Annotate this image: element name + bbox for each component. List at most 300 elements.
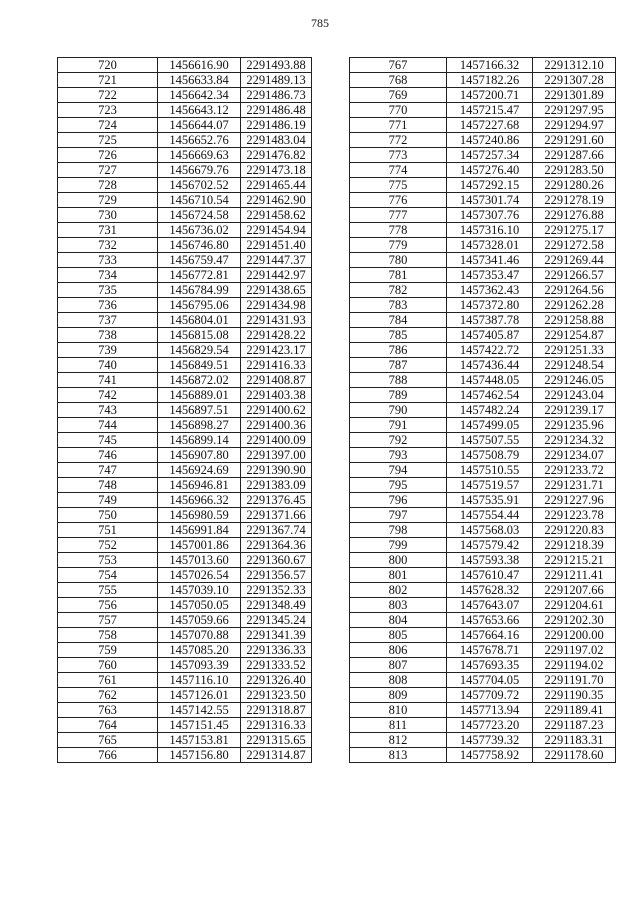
- x-coordinate-cell: 1456804.01: [158, 313, 241, 328]
- x-coordinate-cell: 1457610.47: [447, 568, 533, 583]
- point-number-cell: 782: [350, 283, 447, 298]
- y-coordinate-cell: 2291301.89: [533, 88, 616, 103]
- x-coordinate-cell: 1456907.80: [158, 448, 241, 463]
- x-coordinate-cell: 1457405.87: [447, 328, 533, 343]
- table-row: [350, 703, 616, 718]
- page-number: 785: [311, 16, 329, 30]
- point-number-cell: 772: [350, 133, 447, 148]
- x-coordinate-cell: 1457085.20: [158, 643, 241, 658]
- point-number-cell: 792: [350, 433, 447, 448]
- x-coordinate-cell: 1457362.43: [447, 283, 533, 298]
- x-coordinate-cell: 1457026.54: [158, 568, 241, 583]
- y-coordinate-cell: 2291451.40: [241, 238, 312, 253]
- x-coordinate-cell: 1457628.32: [447, 583, 533, 598]
- point-number-cell: 751: [58, 523, 158, 538]
- point-number-cell: 766: [58, 748, 158, 763]
- y-coordinate-cell: 2291204.61: [533, 598, 616, 613]
- table-row: [350, 748, 616, 763]
- y-coordinate-cell: 2291403.38: [241, 388, 312, 403]
- x-coordinate-cell: 1457678.71: [447, 643, 533, 658]
- x-coordinate-cell: 1456991.84: [158, 523, 241, 538]
- point-number-cell: 790: [350, 403, 447, 418]
- x-coordinate-cell: 1457739.32: [447, 733, 533, 748]
- y-coordinate-cell: 2291473.18: [241, 163, 312, 178]
- y-coordinate-cell: 2291215.21: [533, 553, 616, 568]
- table-row: [58, 643, 312, 658]
- y-coordinate-cell: 2291447.37: [241, 253, 312, 268]
- y-coordinate-cell: 2291333.52: [241, 658, 312, 673]
- table-row: [58, 58, 312, 73]
- point-number-cell: 799: [350, 538, 447, 553]
- table-row: [58, 433, 312, 448]
- table-row: [350, 343, 616, 358]
- y-coordinate-cell: 2291239.17: [533, 403, 616, 418]
- y-coordinate-cell: 2291294.97: [533, 118, 616, 133]
- point-number-cell: 737: [58, 313, 158, 328]
- point-number-cell: 760: [58, 658, 158, 673]
- table-row: [58, 493, 312, 508]
- point-number-cell: 739: [58, 343, 158, 358]
- point-number-cell: 758: [58, 628, 158, 643]
- x-coordinate-cell: 1456898.27: [158, 418, 241, 433]
- table-row: [350, 88, 616, 103]
- point-number-cell: 742: [58, 388, 158, 403]
- table-row: [58, 238, 312, 253]
- point-number-cell: 789: [350, 388, 447, 403]
- y-coordinate-cell: 2291187.23: [533, 718, 616, 733]
- table-row: [350, 238, 616, 253]
- x-coordinate-cell: 1457422.72: [447, 343, 533, 358]
- y-coordinate-cell: 2291276.88: [533, 208, 616, 223]
- table-row: [350, 688, 616, 703]
- table-row: [58, 658, 312, 673]
- y-coordinate-cell: 2291266.57: [533, 268, 616, 283]
- x-coordinate-cell: 1457341.46: [447, 253, 533, 268]
- x-coordinate-cell: 1457257.34: [447, 148, 533, 163]
- table-row: [350, 658, 616, 673]
- y-coordinate-cell: 2291416.33: [241, 358, 312, 373]
- y-coordinate-cell: 2291400.09: [241, 433, 312, 448]
- table-row: [58, 403, 312, 418]
- table-row: [350, 463, 616, 478]
- point-number-cell: 778: [350, 223, 447, 238]
- x-coordinate-cell: 1456897.51: [158, 403, 241, 418]
- table-row: [58, 283, 312, 298]
- x-coordinate-cell: 1456849.51: [158, 358, 241, 373]
- y-coordinate-cell: 2291489.13: [241, 73, 312, 88]
- y-coordinate-cell: 2291262.28: [533, 298, 616, 313]
- x-coordinate-cell: 1457372.80: [447, 298, 533, 313]
- point-number-cell: 731: [58, 223, 158, 238]
- y-coordinate-cell: 2291227.96: [533, 493, 616, 508]
- table-row: [58, 598, 312, 613]
- table-row: [58, 628, 312, 643]
- x-coordinate-cell: 1457227.68: [447, 118, 533, 133]
- point-number-cell: 743: [58, 403, 158, 418]
- y-coordinate-cell: 2291272.58: [533, 238, 616, 253]
- point-number-cell: 777: [350, 208, 447, 223]
- point-number-cell: 763: [58, 703, 158, 718]
- point-number-cell: 745: [58, 433, 158, 448]
- point-number-cell: 722: [58, 88, 158, 103]
- table-row: [58, 523, 312, 538]
- x-coordinate-cell: 1457508.79: [447, 448, 533, 463]
- x-coordinate-cell: 1457579.42: [447, 538, 533, 553]
- x-coordinate-cell: 1457059.66: [158, 613, 241, 628]
- table-row: [350, 673, 616, 688]
- table-row: [350, 373, 616, 388]
- table-row: [350, 283, 616, 298]
- point-number-cell: 732: [58, 238, 158, 253]
- y-coordinate-cell: 2291454.94: [241, 223, 312, 238]
- table-row: [350, 223, 616, 238]
- x-coordinate-cell: 1457316.10: [447, 223, 533, 238]
- y-coordinate-cell: 2291431.93: [241, 313, 312, 328]
- table-row: [58, 613, 312, 628]
- x-coordinate-cell: 1457070.88: [158, 628, 241, 643]
- y-coordinate-cell: 2291486.48: [241, 103, 312, 118]
- table-row: [350, 523, 616, 538]
- table-row: [350, 598, 616, 613]
- y-coordinate-cell: 2291423.17: [241, 343, 312, 358]
- y-coordinate-cell: 2291364.36: [241, 538, 312, 553]
- y-coordinate-cell: 2291190.35: [533, 688, 616, 703]
- y-coordinate-cell: 2291251.33: [533, 343, 616, 358]
- table-row: [58, 298, 312, 313]
- point-number-cell: 721: [58, 73, 158, 88]
- x-coordinate-cell: 1457182.26: [447, 73, 533, 88]
- point-number-cell: 794: [350, 463, 447, 478]
- table-row: [350, 733, 616, 748]
- point-number-cell: 784: [350, 313, 447, 328]
- x-coordinate-cell: 1457353.47: [447, 268, 533, 283]
- point-number-cell: 776: [350, 193, 447, 208]
- y-coordinate-cell: 2291233.72: [533, 463, 616, 478]
- table-row: [58, 163, 312, 178]
- table-row: [58, 373, 312, 388]
- table-row: [58, 448, 312, 463]
- y-coordinate-cell: 2291218.39: [533, 538, 616, 553]
- table-row: [350, 538, 616, 553]
- x-coordinate-cell: 1457568.03: [447, 523, 533, 538]
- x-coordinate-cell: 1457664.16: [447, 628, 533, 643]
- point-number-cell: 774: [350, 163, 447, 178]
- table-row: [350, 358, 616, 373]
- y-coordinate-cell: 2291202.30: [533, 613, 616, 628]
- point-number-cell: 813: [350, 748, 447, 763]
- y-coordinate-cell: 2291200.00: [533, 628, 616, 643]
- table-row: [58, 538, 312, 553]
- y-coordinate-cell: 2291397.00: [241, 448, 312, 463]
- point-number-cell: 729: [58, 193, 158, 208]
- table-row: [58, 748, 312, 763]
- point-number-cell: 806: [350, 643, 447, 658]
- table-row: [350, 388, 616, 403]
- point-number-cell: 769: [350, 88, 447, 103]
- y-coordinate-cell: 2291315.65: [241, 733, 312, 748]
- y-coordinate-cell: 2291243.04: [533, 388, 616, 403]
- table-row: [350, 493, 616, 508]
- y-coordinate-cell: 2291234.32: [533, 433, 616, 448]
- y-coordinate-cell: 2291476.82: [241, 148, 312, 163]
- point-number-cell: 768: [350, 73, 447, 88]
- point-number-cell: 736: [58, 298, 158, 313]
- point-number-cell: 726: [58, 148, 158, 163]
- x-coordinate-cell: 1457704.05: [447, 673, 533, 688]
- y-coordinate-cell: 2291223.78: [533, 508, 616, 523]
- table-row: [58, 193, 312, 208]
- table-row: [350, 118, 616, 133]
- table-row: [58, 133, 312, 148]
- x-coordinate-cell: 1457436.44: [447, 358, 533, 373]
- x-coordinate-cell: 1456669.63: [158, 148, 241, 163]
- point-number-cell: 724: [58, 118, 158, 133]
- table-row: [350, 133, 616, 148]
- x-coordinate-cell: 1457166.32: [447, 58, 533, 73]
- table-row: [58, 73, 312, 88]
- table-row: [58, 733, 312, 748]
- point-number-cell: 796: [350, 493, 447, 508]
- y-coordinate-cell: 2291326.40: [241, 673, 312, 688]
- point-number-cell: 770: [350, 103, 447, 118]
- coordinates-table-left: [57, 57, 312, 763]
- x-coordinate-cell: 1457050.05: [158, 598, 241, 613]
- x-coordinate-cell: 1456644.07: [158, 118, 241, 133]
- point-number-cell: 803: [350, 598, 447, 613]
- x-coordinate-cell: 1457507.55: [447, 433, 533, 448]
- table-row: [350, 148, 616, 163]
- point-number-cell: 785: [350, 328, 447, 343]
- x-coordinate-cell: 1456889.01: [158, 388, 241, 403]
- point-number-cell: 764: [58, 718, 158, 733]
- table-row: [58, 223, 312, 238]
- table-row: [350, 643, 616, 658]
- table-row: [58, 148, 312, 163]
- y-coordinate-cell: 2291291.60: [533, 133, 616, 148]
- x-coordinate-cell: 1456724.58: [158, 208, 241, 223]
- y-coordinate-cell: 2291486.73: [241, 88, 312, 103]
- table-row: [350, 478, 616, 493]
- x-coordinate-cell: 1456642.34: [158, 88, 241, 103]
- table-row: [58, 553, 312, 568]
- x-coordinate-cell: 1457653.66: [447, 613, 533, 628]
- x-coordinate-cell: 1457535.91: [447, 493, 533, 508]
- table-row: [58, 208, 312, 223]
- point-number-cell: 757: [58, 613, 158, 628]
- y-coordinate-cell: 2291438.65: [241, 283, 312, 298]
- y-coordinate-cell: 2291220.83: [533, 523, 616, 538]
- y-coordinate-cell: 2291493.88: [241, 58, 312, 73]
- y-coordinate-cell: 2291211.41: [533, 568, 616, 583]
- table-row: [350, 313, 616, 328]
- point-number-cell: 741: [58, 373, 158, 388]
- point-number-cell: 733: [58, 253, 158, 268]
- point-number-cell: 783: [350, 298, 447, 313]
- point-number-cell: 798: [350, 523, 447, 538]
- point-number-cell: 808: [350, 673, 447, 688]
- table-row: [58, 313, 312, 328]
- table-row: [58, 88, 312, 103]
- y-coordinate-cell: 2291458.62: [241, 208, 312, 223]
- y-coordinate-cell: 2291246.05: [533, 373, 616, 388]
- table-row: [350, 718, 616, 733]
- table-row: [58, 358, 312, 373]
- x-coordinate-cell: 1457126.01: [158, 688, 241, 703]
- x-coordinate-cell: 1457215.47: [447, 103, 533, 118]
- x-coordinate-cell: 1457301.74: [447, 193, 533, 208]
- y-coordinate-cell: 2291486.19: [241, 118, 312, 133]
- table-row: [350, 298, 616, 313]
- y-coordinate-cell: 2291189.41: [533, 703, 616, 718]
- x-coordinate-cell: 1457462.54: [447, 388, 533, 403]
- table-row: [350, 163, 616, 178]
- point-number-cell: 791: [350, 418, 447, 433]
- point-number-cell: 746: [58, 448, 158, 463]
- y-coordinate-cell: 2291348.49: [241, 598, 312, 613]
- table-row: [350, 328, 616, 343]
- y-coordinate-cell: 2291275.17: [533, 223, 616, 238]
- point-number-cell: 747: [58, 463, 158, 478]
- point-number-cell: 807: [350, 658, 447, 673]
- x-coordinate-cell: 1457713.94: [447, 703, 533, 718]
- x-coordinate-cell: 1457156.80: [158, 748, 241, 763]
- point-number-cell: 801: [350, 568, 447, 583]
- point-number-cell: 730: [58, 208, 158, 223]
- y-coordinate-cell: 2291178.60: [533, 748, 616, 763]
- y-coordinate-cell: 2291360.67: [241, 553, 312, 568]
- y-coordinate-cell: 2291483.04: [241, 133, 312, 148]
- y-coordinate-cell: 2291254.87: [533, 328, 616, 343]
- table-row: [58, 463, 312, 478]
- y-coordinate-cell: 2291191.70: [533, 673, 616, 688]
- point-number-cell: 779: [350, 238, 447, 253]
- point-number-cell: 773: [350, 148, 447, 163]
- y-coordinate-cell: 2291376.45: [241, 493, 312, 508]
- point-number-cell: 805: [350, 628, 447, 643]
- x-coordinate-cell: 1456679.76: [158, 163, 241, 178]
- y-coordinate-cell: 2291314.87: [241, 748, 312, 763]
- y-coordinate-cell: 2291400.62: [241, 403, 312, 418]
- x-coordinate-cell: 1456784.99: [158, 283, 241, 298]
- x-coordinate-cell: 1456815.08: [158, 328, 241, 343]
- point-number-cell: 735: [58, 283, 158, 298]
- table-row: [58, 388, 312, 403]
- table-row: [350, 418, 616, 433]
- x-coordinate-cell: 1456772.81: [158, 268, 241, 283]
- point-number-cell: 812: [350, 733, 447, 748]
- y-coordinate-cell: 2291207.66: [533, 583, 616, 598]
- table-row: [58, 478, 312, 493]
- point-number-cell: 748: [58, 478, 158, 493]
- point-number-cell: 765: [58, 733, 158, 748]
- table-row: [58, 328, 312, 343]
- point-number-cell: 753: [58, 553, 158, 568]
- point-number-cell: 781: [350, 268, 447, 283]
- x-coordinate-cell: 1456872.02: [158, 373, 241, 388]
- x-coordinate-cell: 1457328.01: [447, 238, 533, 253]
- y-coordinate-cell: 2291235.96: [533, 418, 616, 433]
- x-coordinate-cell: 1457499.05: [447, 418, 533, 433]
- table-row: [350, 568, 616, 583]
- point-number-cell: 755: [58, 583, 158, 598]
- point-number-cell: 797: [350, 508, 447, 523]
- table-row: [350, 73, 616, 88]
- table-row: [58, 118, 312, 133]
- x-coordinate-cell: 1457448.05: [447, 373, 533, 388]
- y-coordinate-cell: 2291234.07: [533, 448, 616, 463]
- table-row: [58, 268, 312, 283]
- x-coordinate-cell: 1457387.78: [447, 313, 533, 328]
- point-number-cell: 809: [350, 688, 447, 703]
- table-row: [350, 433, 616, 448]
- y-coordinate-cell: 2291383.09: [241, 478, 312, 493]
- point-number-cell: 811: [350, 718, 447, 733]
- x-coordinate-cell: 1457554.44: [447, 508, 533, 523]
- table-row: [58, 673, 312, 688]
- y-coordinate-cell: 2291434.98: [241, 298, 312, 313]
- x-coordinate-cell: 1456643.12: [158, 103, 241, 118]
- point-number-cell: 720: [58, 58, 158, 73]
- y-coordinate-cell: 2291318.87: [241, 703, 312, 718]
- y-coordinate-cell: 2291287.66: [533, 148, 616, 163]
- x-coordinate-cell: 1457482.24: [447, 403, 533, 418]
- y-coordinate-cell: 2291312.10: [533, 58, 616, 73]
- x-coordinate-cell: 1457643.07: [447, 598, 533, 613]
- table-row: [350, 508, 616, 523]
- y-coordinate-cell: 2291278.19: [533, 193, 616, 208]
- table-row: [58, 688, 312, 703]
- point-number-cell: 749: [58, 493, 158, 508]
- y-coordinate-cell: 2291269.44: [533, 253, 616, 268]
- point-number-cell: 727: [58, 163, 158, 178]
- y-coordinate-cell: 2291428.22: [241, 328, 312, 343]
- point-number-cell: 754: [58, 568, 158, 583]
- x-coordinate-cell: 1457013.60: [158, 553, 241, 568]
- point-number-cell: 804: [350, 613, 447, 628]
- y-coordinate-cell: 2291341.39: [241, 628, 312, 643]
- point-number-cell: 780: [350, 253, 447, 268]
- x-coordinate-cell: 1456616.90: [158, 58, 241, 73]
- x-coordinate-cell: 1456746.80: [158, 238, 241, 253]
- y-coordinate-cell: 2291345.24: [241, 613, 312, 628]
- table-row: [350, 613, 616, 628]
- table-row: [58, 418, 312, 433]
- x-coordinate-cell: 1456710.54: [158, 193, 241, 208]
- point-number-cell: 767: [350, 58, 447, 73]
- x-coordinate-cell: 1457709.72: [447, 688, 533, 703]
- table-row: [58, 508, 312, 523]
- y-coordinate-cell: 2291248.54: [533, 358, 616, 373]
- point-number-cell: 762: [58, 688, 158, 703]
- table-row: [350, 268, 616, 283]
- x-coordinate-cell: 1457307.76: [447, 208, 533, 223]
- y-coordinate-cell: 2291316.33: [241, 718, 312, 733]
- y-coordinate-cell: 2291367.74: [241, 523, 312, 538]
- y-coordinate-cell: 2291280.26: [533, 178, 616, 193]
- point-number-cell: 810: [350, 703, 447, 718]
- x-coordinate-cell: 1457276.40: [447, 163, 533, 178]
- point-number-cell: 771: [350, 118, 447, 133]
- x-coordinate-cell: 1457200.71: [447, 88, 533, 103]
- point-number-cell: 775: [350, 178, 447, 193]
- y-coordinate-cell: 2291183.31: [533, 733, 616, 748]
- x-coordinate-cell: 1456924.69: [158, 463, 241, 478]
- table-row: [58, 568, 312, 583]
- table-row: [58, 703, 312, 718]
- x-coordinate-cell: 1457001.86: [158, 538, 241, 553]
- x-coordinate-cell: 1456980.59: [158, 508, 241, 523]
- x-coordinate-cell: 1457593.38: [447, 553, 533, 568]
